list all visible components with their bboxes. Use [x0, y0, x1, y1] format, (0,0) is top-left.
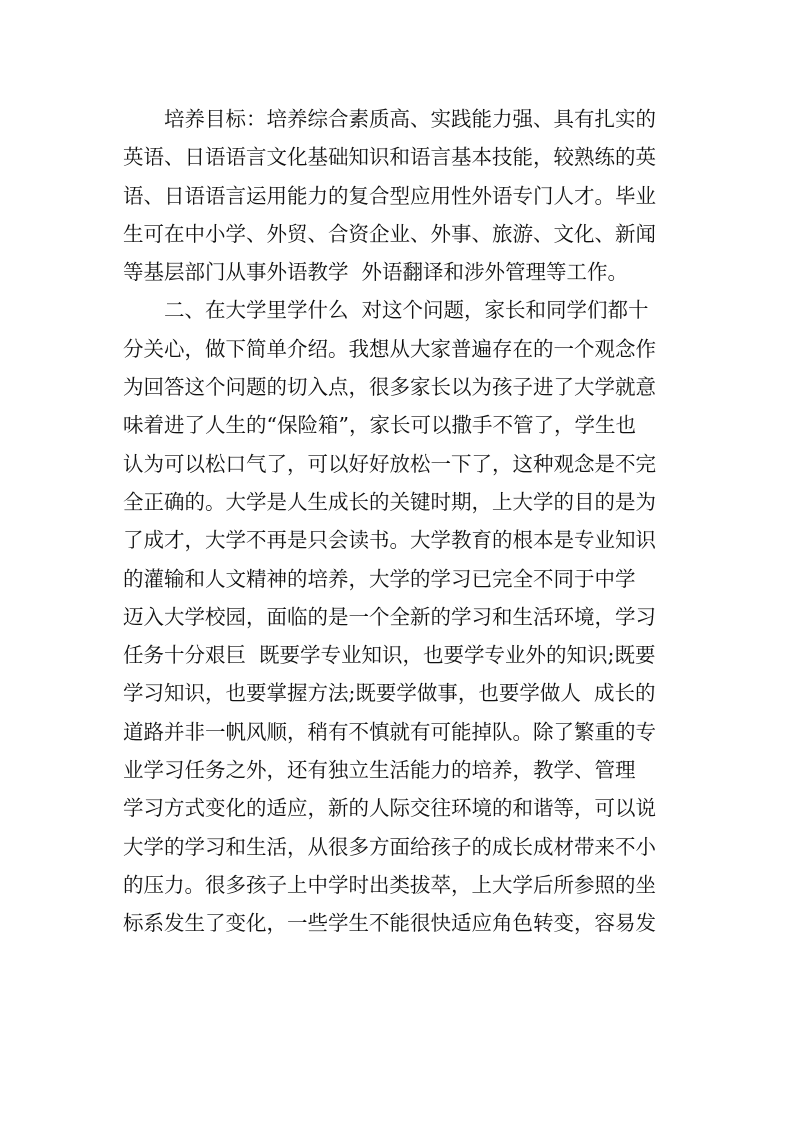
text-line: 分关心，做下简单介绍。我想从大家普遍存在的一个观念作 — [123, 336, 656, 361]
text-line: 培养目标：培养综合素质高、实践能力强、具有扎实的 — [123, 107, 656, 131]
text-line: 认为可以松口气了，可以好好放松一下了，这种观念是不完 — [123, 451, 656, 476]
text-line: 英语、日语语言文化基础知识和语言基本技能，较熟练的英 — [123, 145, 656, 170]
text-line: 标系发生了变化，一些学生不能很快适应角色转变，容易发 — [123, 911, 656, 936]
text-line: 的压力。很多孩子上中学时出类拔萃，上大学后所参照的坐 — [123, 872, 656, 897]
text-line: 大学的学习和生活，从很多方面给孩子的成长成材带来不小 — [123, 834, 656, 859]
text-line: 了成才，大学不再是只会读书。大学教育的根本是专业知识 — [123, 528, 656, 553]
text-line: 为回答这个问题的切入点，很多家长以为孩子进了大学就意 — [123, 375, 656, 400]
paragraph-1 — [123, 100, 683, 291]
text-line: 学习方式变化的适应，新的人际交往环境的和谐等，可以说 — [123, 796, 656, 821]
paragraph-2 — [123, 291, 683, 942]
text-line: 的灌输和人文精神的培养，大学的学习已完全不同于中学 — [123, 566, 636, 591]
text-line: 二、在大学里学什么 对这个问题，家长和同学们都十 — [123, 298, 649, 323]
text-line: 业学习任务之外，还有独立生活能力的培养，教学、管理 — [123, 758, 636, 783]
text-line: 道路并非一帆风顺，稍有不慎就有可能掉队。除了繁重的专 — [123, 719, 656, 744]
text-line: 味着进了人生的“保险箱”，家长可以撒手不管了，学生也 — [123, 413, 636, 438]
text-line: 生可在中小学、外贸、合资企业、外事、旅游、文化、新闻 — [123, 221, 656, 246]
document-body — [123, 100, 683, 943]
text-line: 任务十分艰巨 既要学专业知识，也要学专业外的知识;既要 — [123, 643, 656, 668]
text-line: 全正确的。大学是人生成长的关键时期，上大学的目的是为 — [123, 489, 656, 514]
text-line: 等基层部门从事外语教学 外语翻译和涉外管理等工作。 — [123, 260, 629, 285]
text-line: 学习知识，也要掌握方法;既要学做事，也要学做人 成长的 — [123, 681, 656, 706]
text-line: 迈入大学校园，面临的是一个全新的学习和生活环境，学习 — [123, 604, 656, 629]
text-line: 语、日语语言运用能力的复合型应用性外语专门人才。毕业 — [123, 183, 656, 208]
